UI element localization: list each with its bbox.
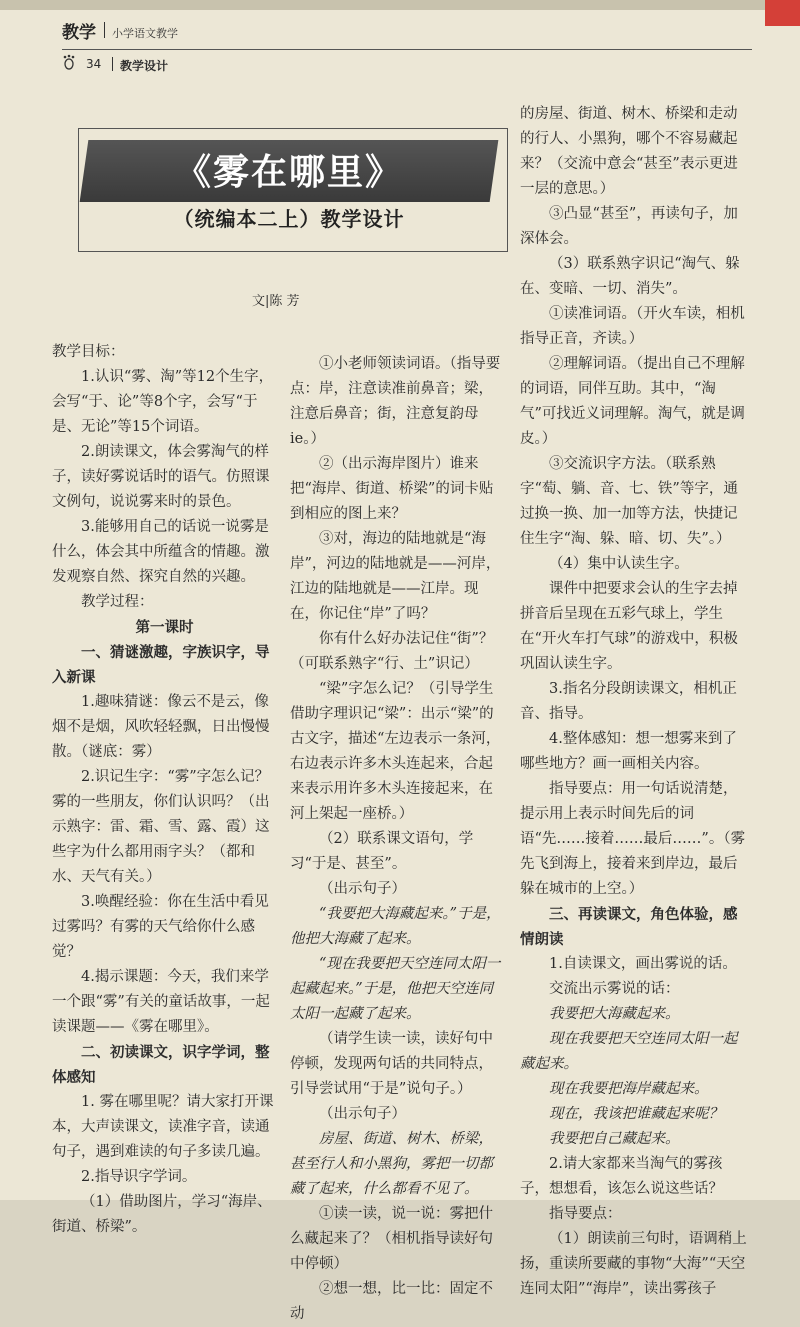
paragraph: 二、初读课文，识字学词，整体感知 [52, 1044, 270, 1086]
paragraph: 4.整体感知：想一想雾来到了哪些地方？画一画相关内容。 [520, 731, 737, 772]
paragraph: 2.请大家都来当淘气的雾孩子，想想看，该怎么说这些话？ [520, 1156, 723, 1197]
paragraph: （1）借助图片，学习“海岸、街道、桥梁”。 [52, 1194, 272, 1235]
section-label: 教学设计 [120, 59, 169, 73]
paragraph: 1.自读课文，画出雾说的话。 [549, 956, 737, 972]
paragraph: 我要把自己藏起来。 [549, 1131, 680, 1147]
paragraph: （2）联系课文语句，学习“于是、甚至”。 [290, 831, 474, 872]
text-column-3 [520, 102, 748, 1302]
paragraph: 教学过程： [81, 594, 154, 610]
red-tab [765, 0, 800, 26]
paragraph: 3.唤醒经验：你在生活中看见过雾吗？有雾的天气给你什么感觉？ [52, 894, 269, 960]
paragraph: 1.认识“雾、淘”等12个生字，会写“于、论”等8个字，会写“于是、无论”等15个词语。 [52, 369, 274, 435]
header-brand: 教学 [62, 23, 96, 43]
top-strip [0, 0, 800, 10]
paragraph: 2.朗读课文，体会雾淘气的样子，读好雾说话时的语气。仿照课文例句，说说雾来时的景色。 [52, 444, 270, 510]
paragraph: “我要把大海藏起来。”于是，他把大海藏了起来。 [290, 906, 501, 947]
text-column-2 [290, 352, 505, 1327]
paragraph: “梁”字怎么记？（引导学生借助字理识记“梁”：出示“梁”的古文字，描述“左边表示一条河，右边表示许多木头连起来，合起来表示用许多木头连接起来，在河上架起一座桥。） [290, 681, 501, 822]
header-separator-2 [112, 57, 113, 71]
paragraph: 3.能够用自己的话说一说雾是什么，体会其中所蕴含的情趣。激发观察自然、探究自然的兴趣。 [52, 519, 270, 585]
paragraph: 一、猜谜激趣，字族识字，导入新课 [52, 644, 270, 686]
paragraph: ③交流识字方法。（联系熟字“萄、躺、音、七、铁”等字，通过换一换、加一加等方法，快捷记住生字“淘、躲、暗、切、失”。） [520, 456, 738, 547]
paragraph: （1）朗读前三句时，语调稍上扬，重读所要藏的事物“大海”“天空连同太阳”“海岸”，读出雾孩子 [520, 1231, 747, 1297]
paragraph: 交流出示雾说的话： [549, 981, 680, 997]
paragraph: 4.揭示课题：今天，我们来学一个跟“雾”有关的童话故事，一起读课题——《雾在哪里》。 [52, 969, 270, 1035]
article-subtitle: （统编本二上）教学设计 [173, 207, 405, 231]
paragraph: 你有什么好办法记住“街”？（可联系熟字“行、土”识记） [290, 631, 494, 672]
paragraph: ②理解词语。（提出自己不理解的词语，同伴互助。其中，“淘气”可找近义词理解。淘气，就是调皮。） [520, 356, 745, 447]
author-byline: 文|陈 芳 [252, 294, 300, 309]
paragraph: 3.指名分段朗读课文，相机正音、指导。 [520, 681, 737, 722]
paragraph: 2.指导识字学词。 [81, 1169, 197, 1185]
paragraph: 三、再读课文，角色体验，感情朗读 [520, 906, 738, 948]
header-rule [62, 49, 752, 50]
paragraph: （4）集中认读生字。 [549, 556, 689, 572]
paragraph: “现在我要把天空连同太阳一起藏起来。”于是，他把天空连同太阳一起藏了起来。 [290, 956, 501, 1022]
paragraph: 现在我要把海岸藏起来。 [549, 1081, 709, 1097]
paragraph: 我要把大海藏起来。 [549, 1006, 680, 1022]
paragraph: ①读一读，说一说：雾把什么藏起来了？（相机指导读好句中停顿） [290, 1206, 493, 1272]
paragraph: 现在我要把天空连同太阳一起藏起来。 [520, 1031, 738, 1072]
paragraph: ③凸显“甚至”，再读句子，加深体会。 [520, 206, 738, 247]
paragraph: ①小老师领读词语。（指导要点：岸，注意读准前鼻音；梁，注意后鼻音；街，注意复韵母ie。） [290, 356, 501, 447]
header-separator [104, 22, 105, 38]
text-column-1 [52, 340, 277, 1240]
paragraph: （出示句子） [319, 881, 406, 897]
page-number: 34 [86, 57, 102, 71]
paragraph: 指导要点：用一句话说清楚，提示用上表示时间先后的词语“先……接着……最后……”。（雾先飞到海上，接着来到岸边，最后躲在城市的上空。） [520, 781, 746, 897]
paragraph: 房屋、街道、树木、桥梁，甚至行人和小黑狗，雾把一切都藏了起来，什么都看不见了。 [290, 1131, 493, 1197]
paragraph: （出示句子） [319, 1106, 406, 1122]
header-subtitle: 小学语文教学 [112, 27, 178, 40]
paragraph: 第一课时 [135, 619, 194, 636]
paragraph: ③对，海边的陆地就是“海岸”，河边的陆地就是——河岸，江边的陆地就是——江岸。现在，你记住“岸”了吗？ [290, 531, 501, 622]
paragraph: 的房屋、街道、树木、桥梁和走动的行人、小黑狗，哪个不容易藏起来？（交流中意会“甚至”表示更进一层的意思。） [520, 106, 738, 197]
paragraph: 1.趣味猜谜：像云不是云，像烟不是烟，风吹轻轻飘，日出慢慢散。（谜底：雾） [52, 694, 270, 760]
article-title: 《雾在哪里》 [174, 152, 403, 193]
paragraph: 教学目标： [52, 344, 125, 360]
paragraph: 课件中把要求会认的生字去掉拼音后呈现在五彩气球上，学生在“开火车打气球”的游戏中，积极巩固认读生字。 [520, 581, 738, 672]
paragraph: ②想一想，比一比：固定不动 [290, 1281, 493, 1322]
paragraph: （3）联系熟字识记“淘气、躲在、变暗、一切、消失”。 [520, 256, 740, 297]
paragraph: ②（出示海岸图片）谁来把“海岸、街道、桥梁”的词卡贴到相应的图上来？ [290, 456, 494, 522]
paragraph: 1. 雾在哪里呢？请大家打开课本，大声读课文，读准字音，读通句子，遇到难读的句子多读几遍。 [52, 1094, 274, 1160]
paragraph: 2.识记生字：“雾”字怎么记？雾的一些朋友，你们认识吗？（出示熟字：雷、霜、雪、露、霞）这些字为什么都用雨字头？（都和水、天气有关。） [52, 769, 270, 885]
paragraph: （请学生读一读，读好句中停顿，发现两句话的共同特点，引导尝试用“于是”说句子。） [290, 1031, 493, 1097]
paragraph: 现在，我该把谁藏起来呢？ [549, 1106, 723, 1122]
footprint-icon [62, 54, 76, 74]
paragraph: ①读准词语。（开火车读，相机指导正音，齐读。） [520, 306, 745, 347]
paragraph: 指导要点： [549, 1206, 622, 1222]
